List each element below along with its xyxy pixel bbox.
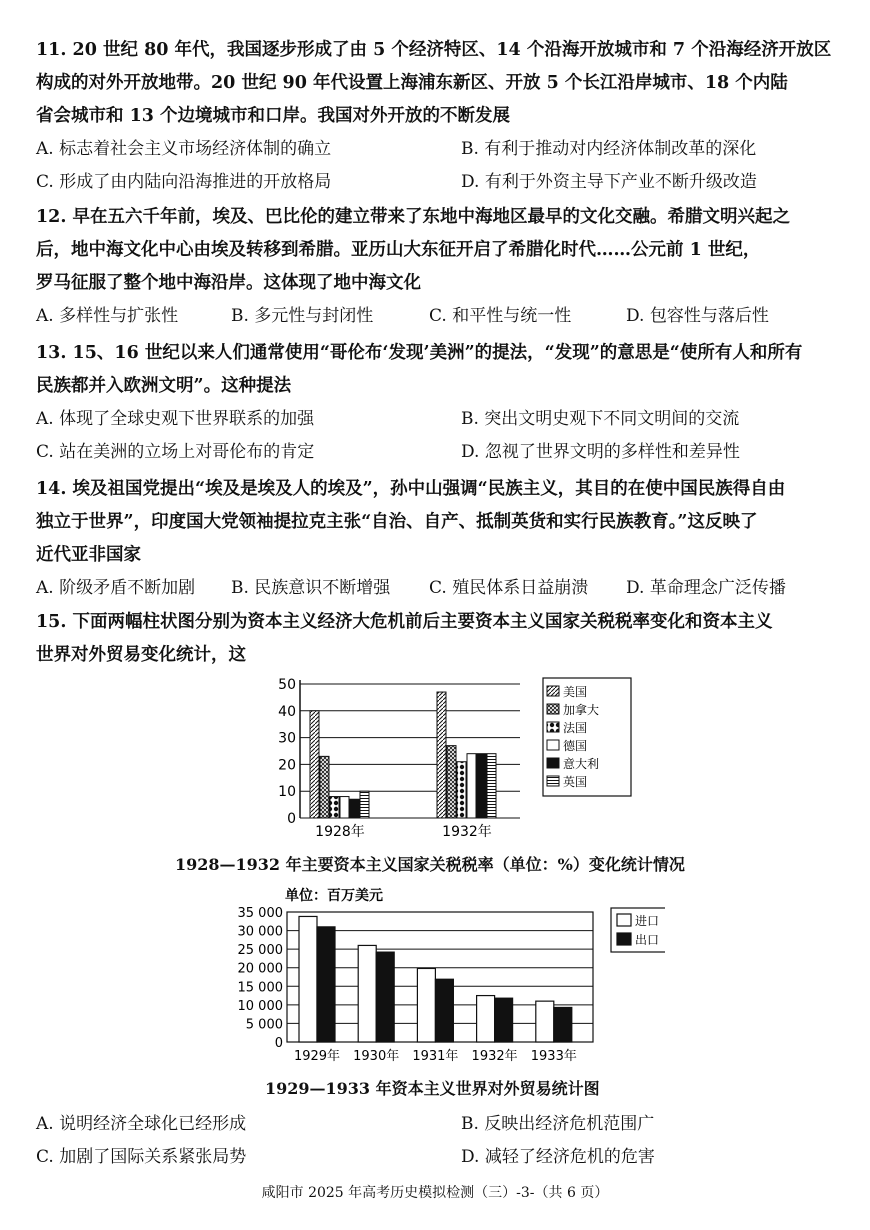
question-13-line-1: 13. 15、16 世纪以来人们通常使用“哥伦布‘发现’美洲”的提法，“发现”的意思是“使所有人和所有 (36, 343, 803, 363)
option-d[interactable]: D. 减轻了经济危机的危害 (461, 1147, 655, 1167)
x-tick-label: 1928年 (315, 824, 365, 840)
bar (477, 996, 495, 1042)
legend-swatch (617, 914, 631, 926)
option-c[interactable]: C. 站在美洲的立场上对哥伦布的肯定 (36, 442, 315, 462)
question-12-line-3: 罗马征服了整个地中海沿岸。这体现了地中海文化 (36, 273, 421, 293)
option-d[interactable]: D. 包容性与落后性 (626, 306, 769, 326)
trade-chart-title: 1929—1933 年资本主义世界对外贸易统计图 (265, 1079, 600, 1098)
y-tick-label: 0 (287, 811, 296, 827)
unit-label: 单位：百万美元 (285, 888, 383, 904)
question-15 (36, 606, 836, 672)
option-b[interactable]: B. 民族意识不断增强 (231, 578, 391, 598)
legend-label: 英国 (563, 775, 588, 789)
legend-label: 加拿大 (563, 703, 600, 717)
question-11-line-1: 11. 20 世纪 80 年代，我国逐步形成了由 5 个经济特区、14 个沿海开放城市和 7 个沿海经济开放区 (36, 40, 832, 60)
bar (340, 797, 349, 818)
bar (417, 968, 435, 1042)
legend-swatch (547, 776, 559, 786)
tariff-chart (255, 668, 655, 848)
bar (310, 711, 319, 818)
legend-label: 进口 (635, 914, 660, 928)
question-15-options (36, 1108, 836, 1174)
question-14-line-2: 独立于世界”，印度国大党领袖提拉克主张“自治、自产、抵制英货和实行民族教育。”这反映了 (36, 512, 758, 532)
tariff-chart-svg (255, 668, 655, 848)
question-12 (36, 201, 836, 333)
option-a[interactable]: A. 标志着社会主义市场经济体制的确立 (36, 139, 332, 159)
y-tick-label: 10 (278, 784, 296, 801)
question-11-line-3: 省会城市和 13 个边境城市和口岸。我国对外开放的不断发展 (36, 106, 511, 126)
x-tick-label: 1930年 (353, 1049, 400, 1064)
legend-label: 德国 (563, 739, 588, 753)
page-footer: 咸阳市 2025 年高考历史模拟检测（三）-3-（共 6 页） (261, 1185, 609, 1201)
legend-swatch (547, 686, 559, 696)
trade-chart (225, 882, 665, 1072)
options-row (36, 300, 836, 333)
y-tick-label: 40 (278, 703, 296, 720)
bar (487, 754, 496, 818)
option-b[interactable]: B. 有利于推动对内经济体制改革的深化 (461, 139, 757, 159)
bar (299, 916, 317, 1042)
bar (447, 746, 456, 818)
question-13 (36, 337, 836, 469)
bar (477, 754, 486, 818)
question-13-line-2: 民族都并入欧洲文明”。这种提法 (36, 376, 292, 396)
x-tick-label: 1932年 (442, 824, 492, 840)
option-c[interactable]: C. 和平性与统一性 (429, 306, 572, 326)
bar (554, 1007, 572, 1042)
bar (350, 799, 359, 818)
bar (376, 952, 394, 1042)
bar (437, 692, 446, 818)
question-12-line-1: 12. 早在五六千年前，埃及、巴比伦的建立带来了东地中海地区最早的文化交融。希腊文明兴起之 (36, 207, 791, 227)
option-a[interactable]: A. 体现了全球史观下世界联系的加强 (36, 409, 315, 429)
option-b[interactable]: B. 反映出经济危机范围广 (461, 1114, 655, 1134)
y-tick-label: 25 000 (237, 943, 283, 959)
x-tick-label: 1932年 (471, 1049, 518, 1064)
bar (358, 945, 376, 1042)
x-tick-label: 1931年 (412, 1049, 459, 1064)
question-15-line-1: 15. 下面两幅柱状图分别为资本主义经济大危机前后主要资本主义国家关税税率变化和资本主义 (36, 612, 773, 632)
option-d[interactable]: D. 有利于外资主导下产业不断升级改造 (461, 172, 757, 192)
legend-swatch (547, 758, 559, 768)
bar (435, 979, 453, 1042)
y-tick-label: 10 000 (237, 998, 283, 1014)
question-11 (36, 34, 836, 199)
option-d[interactable]: D. 忽视了世界文明的多样性和差异性 (461, 442, 740, 462)
question-15-line-2: 世界对外贸易变化统计，这 (36, 645, 246, 665)
bar (467, 754, 476, 818)
option-a[interactable]: A. 多样性与扩张性 (36, 306, 179, 326)
trade-chart-svg (225, 882, 665, 1072)
legend-label: 法国 (563, 721, 588, 735)
legend-swatch (547, 704, 559, 714)
question-12-line-2: 后，地中海文化中心由埃及转移到希腊。亚历山大东征开启了希腊化时代……公元前 1 世纪， (36, 240, 761, 260)
options-row (36, 403, 836, 436)
option-c[interactable]: C. 加剧了国际关系紧张局势 (36, 1147, 247, 1167)
y-tick-label: 30 000 (237, 924, 283, 940)
option-c[interactable]: C. 形成了由内陆向沿海推进的开放格局 (36, 172, 332, 192)
question-14-line-3: 近代亚非国家 (36, 545, 141, 565)
y-tick-label: 30 (278, 730, 296, 747)
option-b[interactable]: B. 多元性与封闭性 (231, 306, 374, 326)
legend-swatch (547, 740, 559, 750)
legend-label: 意大利 (563, 757, 600, 771)
bar (360, 791, 369, 818)
tariff-chart-title: 1928—1932 年主要资本主义国家关税税率（单位：%）变化统计情况 (175, 855, 685, 874)
option-a[interactable]: A. 说明经济全球化已经形成 (36, 1114, 247, 1134)
option-b[interactable]: B. 突出文明史观下不同文明间的交流 (461, 409, 740, 429)
bar (536, 1001, 554, 1042)
bar (330, 797, 339, 818)
y-tick-label: 35 000 (237, 906, 283, 921)
y-tick-label: 20 (278, 757, 296, 774)
options-row (36, 166, 836, 199)
bar (320, 756, 329, 818)
bar (317, 927, 335, 1042)
options-row (36, 133, 836, 166)
options-row (36, 436, 836, 469)
options-row (36, 572, 836, 605)
x-tick-label: 1929年 (293, 1049, 341, 1064)
option-c[interactable]: C. 殖民体系日益崩溃 (429, 578, 589, 598)
legend-label: 出口 (635, 933, 660, 947)
bar (495, 998, 513, 1042)
x-tick-label: 1933年 (530, 1049, 577, 1064)
question-14 (36, 473, 836, 605)
legend-swatch (617, 933, 631, 945)
options-row (36, 1108, 836, 1141)
question-11-line-2: 构成的对外开放地带。20 世纪 90 年代设置上海浦东新区、开放 5 个长江沿岸城市、18 个内陆 (36, 73, 788, 93)
question-14-line-1: 14. 埃及祖国党提出“埃及是埃及人的埃及”，孙中山强调“民族主义，其目的在使中国民族得自由 (36, 479, 786, 499)
bar (457, 762, 466, 818)
y-tick-label: 15 000 (237, 980, 283, 996)
legend-swatch (547, 722, 559, 732)
y-tick-label: 0 (274, 1036, 283, 1051)
y-tick-label: 5 000 (245, 1017, 283, 1033)
option-a[interactable]: A. 阶级矛盾不断加剧 (36, 578, 196, 598)
option-d[interactable]: D. 革命理念广泛传播 (626, 578, 786, 598)
y-tick-label: 20 000 (237, 961, 283, 977)
options-row (36, 1141, 836, 1174)
y-tick-label: 50 (278, 677, 296, 693)
legend-label: 美国 (563, 685, 588, 699)
